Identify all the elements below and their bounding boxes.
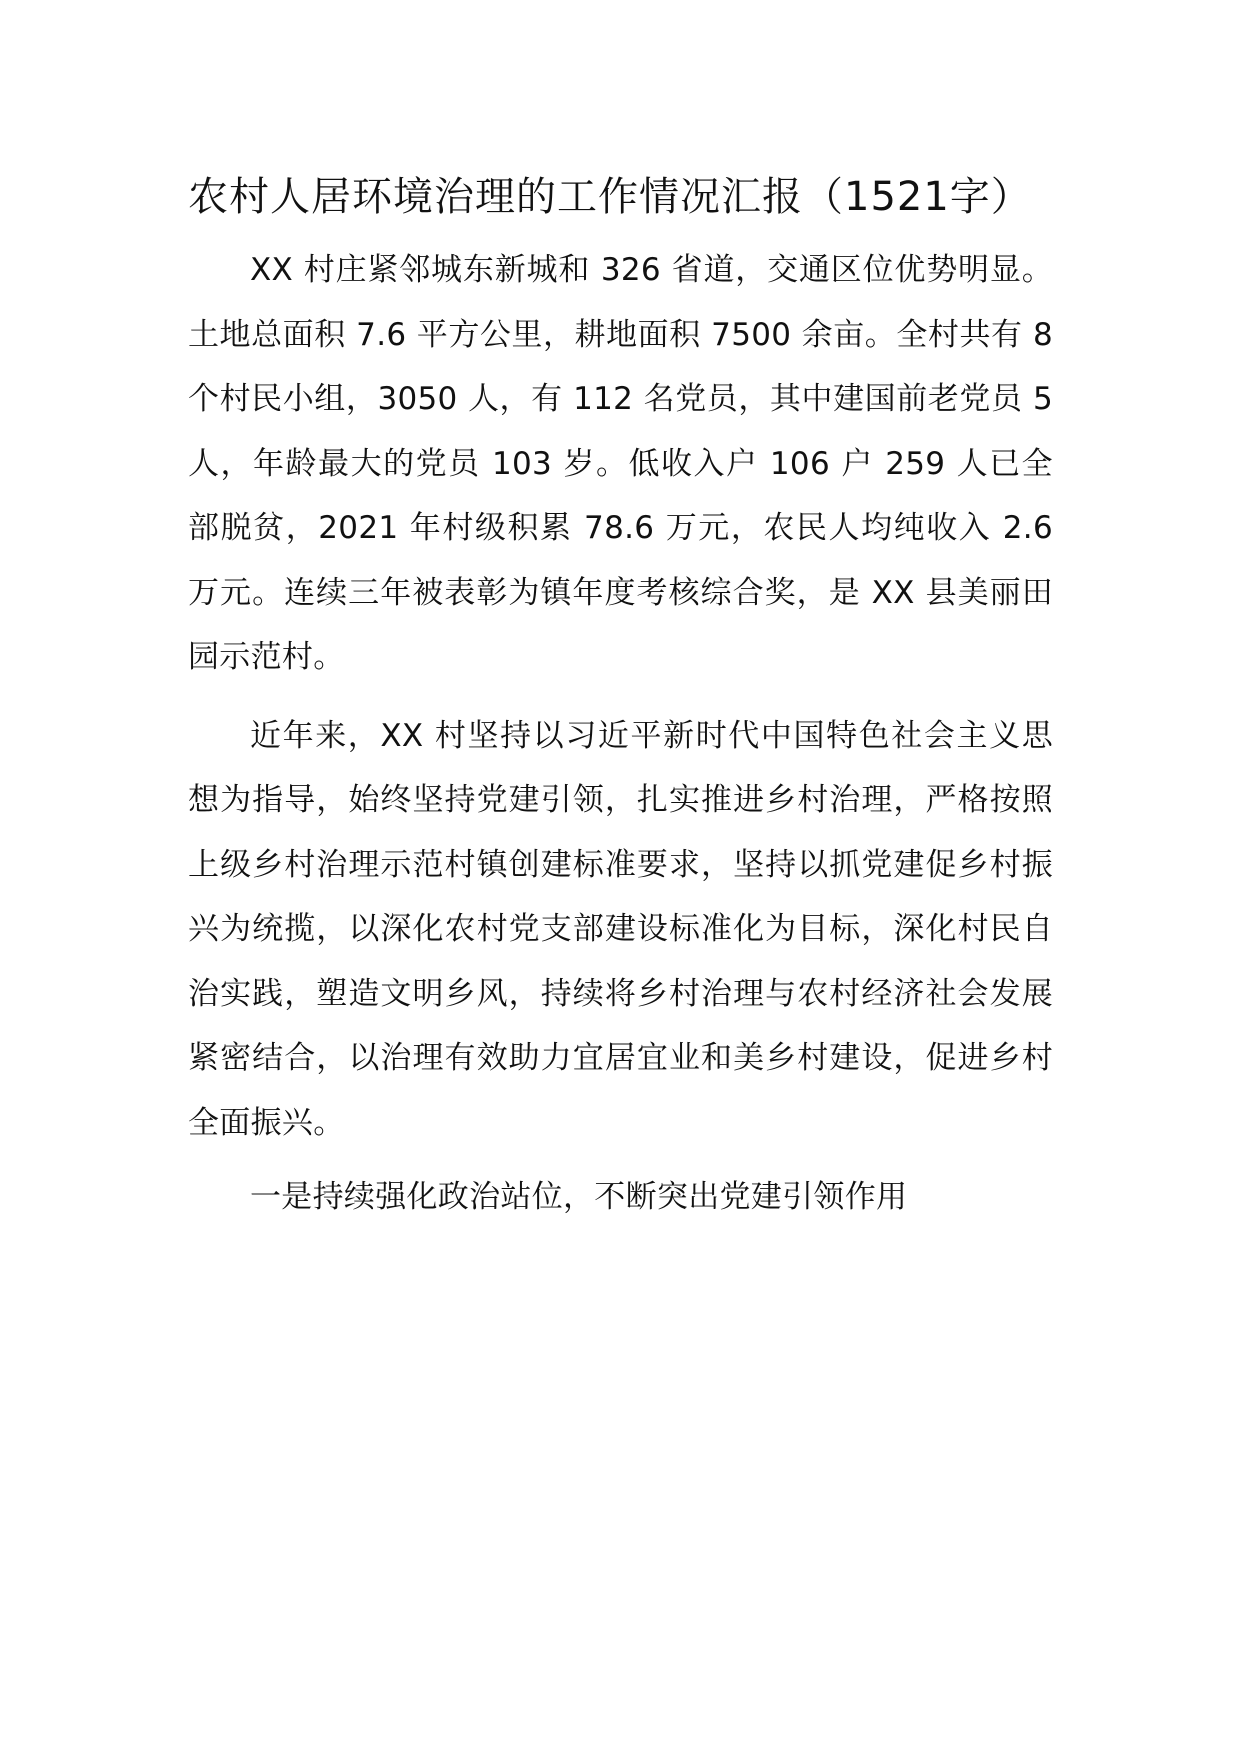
paragraph-village-overview: XX 村庄紧邻城东新城和 326 省道，交通区位优势明显。土地总面积 7.6 平方公里，耕地面积 7500 余亩。全村共有 8 个村民小组，3050 人，有 112 名党员，其中建国前老党员 5 人，年龄最大的党员 103 岁。低收入户 106 户 259 人已全部脱贫，2021 年村级积累 78.6 万元，农民人均纯收入 2.6 万元。连续三年被表彰为镇年度考核综合奖，是 XX 县美丽田园示范村。 (188, 252, 1053, 675)
document-title: 农村人居环境治理的工作情况汇报（1521字） (188, 174, 1032, 220)
section-heading-one: 一是持续强化政治站位，不断突出党建引领作用 (250, 1179, 908, 1215)
paragraph-governance-summary: 近年来，XX 村坚持以习近平新时代中国特色社会主义思想为指导，始终坚持党建引领，扎实推进乡村治理，严格按照上级乡村治理示范村镇创建标准要求，坚持以抓党建促乡村振兴为统揽，以深化农村党支部建设标准化为目标，深化村民自治实践，塑造文明乡风，持续将乡村治理与农村经济社会发展紧密结合，以治理有效助力宜居宜业和美乡村建设，促进乡村全面振兴。 (188, 717, 1053, 1141)
document-body (188, 168, 1053, 1229)
